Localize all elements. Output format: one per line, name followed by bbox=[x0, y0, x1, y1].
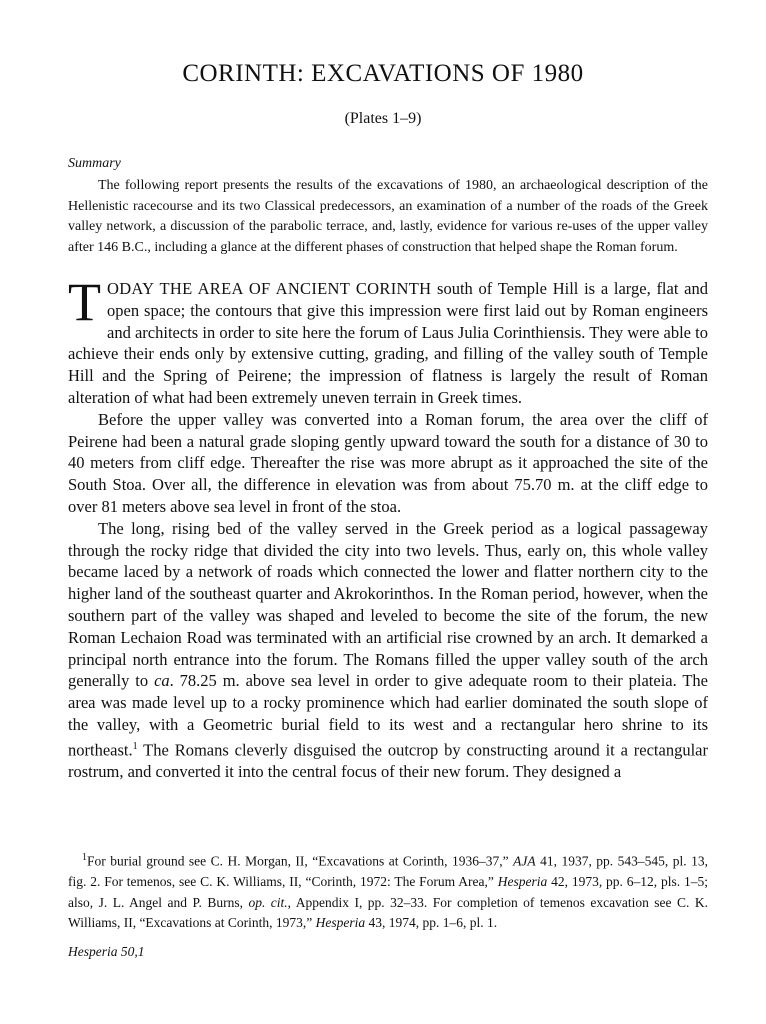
journal-hesperia: Hesperia bbox=[497, 874, 548, 889]
paragraph-1-text: south of Temple Hill is a large, flat and open space; the contours that give this impression were first laid out by Roman engineers and architects in order to site here the forum of Laus Julia Corinthiensis. They were able to achieve their ends only by extensive cutting, grading, and filling of the valley south of Temple Hill and the Spring of Peirene; the impression of flatness is largely the result of Roman alteration of what had been extremely uneven terrain in Greek times. bbox=[68, 279, 708, 407]
footnote-marker: 1 bbox=[82, 852, 87, 863]
paragraph-1 bbox=[68, 272, 708, 409]
paragraph-3-text-a: The long, rising bed of the valley served in the Greek period as a logical passageway through the rocky ridge that divided the city into two levels. Thus, early on, this whole valley became laced by a network of roads which connected the lower and flatter northern city to the higher land of the southeast quarter and Akrokorinthos. In the Roman period, however, when the southern part of the valley was shaped and leveled to become the site of the forum, the new Roman Lechaion Road was terminated with an artificial rise crowned by an arch. It demarked a principal north entrance into the forum. The Romans filled the upper valley south of the arch generally to bbox=[68, 518, 708, 691]
summary-label: Summary bbox=[68, 156, 121, 171]
drop-cap: T bbox=[68, 272, 101, 332]
footnote-text-5: 43, 1974, pp. 1–6, pl. 1. bbox=[365, 915, 498, 930]
paragraph-3-text-b: . 78.25 m. above sea level in order to give adequate room to their plateia. The area was made level up to a rocky prominence which had earlier dominated the south slope of the valley, with a Geometric burial field to its west and a rectangular hero shrine to its northeast. bbox=[68, 671, 709, 760]
paragraph-3 bbox=[68, 518, 708, 783]
footnote bbox=[68, 848, 708, 934]
footnote-text-2: 41, 1937, pp. 543–545, pl. 13, fig. 2. For temenos, see C. K. Williams, II, “Corinth, 1972: The Forum Area,” bbox=[68, 853, 708, 889]
footnote-ref[interactable]: 1 bbox=[132, 740, 138, 752]
page-title: CORINTH: EXCAVATIONS OF 1980 bbox=[182, 60, 584, 87]
lead-caps: ODAY THE AREA OF ANCIENT CORINTH bbox=[107, 279, 432, 298]
footnote-text-1: For burial ground see C. H. Morgan, II, “Excavations at Corinth, 1936–37,” bbox=[87, 853, 514, 869]
journal-aja: AJA bbox=[513, 853, 536, 869]
body-text bbox=[68, 272, 709, 783]
footnote-text-3: 42, 1973, pp. 6–12, pls. 1–5; also, J. L. Angel and P. Burns, bbox=[68, 874, 708, 910]
footnote-text-4: , Appendix I, pp. 32–33. For completion of temenos excavation see C. K. Williams, II, “Excavations at Corinth, 1973,” bbox=[68, 894, 708, 930]
circa-abbrev: ca bbox=[154, 671, 170, 691]
issue-label: Hesperia 50,1 bbox=[68, 944, 145, 959]
plates-reference: (Plates 1–9) bbox=[344, 110, 422, 127]
op-cit: op. cit. bbox=[248, 894, 288, 910]
paragraph-2: Before the upper valley was converted into a Roman forum, the area over the cliff of Peirene had been a natural grade sloping gently upward toward the south for a distance of 30 to 40 meters from cliff edge. Thereafter the rise was more abrupt as it approached the site of the South Stoa. Over all, the difference in elevation was from about 75.70 m. at the cliff edge to over 81 meters above sea level in front of the stoa. bbox=[68, 409, 708, 516]
paragraph-3-text-c: The Romans cleverly disguised the outcrop by constructing around it a rectangular rostrum, and converted it into the central focus of their new forum. They designed a bbox=[68, 740, 708, 782]
journal-hesperia-2: Hesperia bbox=[315, 915, 366, 930]
summary-text: The following report presents the results of the excavations of 1980, an archaeological description of the Hellenistic racecourse and its two Classical predecessors, an examination of a number of the roads of the Greek valley network, a discussion of the parabolic terrace, and, lastly, evidence for various re-uses of the upper valley after 146 B.C., including a glance at the different phases of construction that helped shape the Roman forum. bbox=[68, 178, 708, 255]
